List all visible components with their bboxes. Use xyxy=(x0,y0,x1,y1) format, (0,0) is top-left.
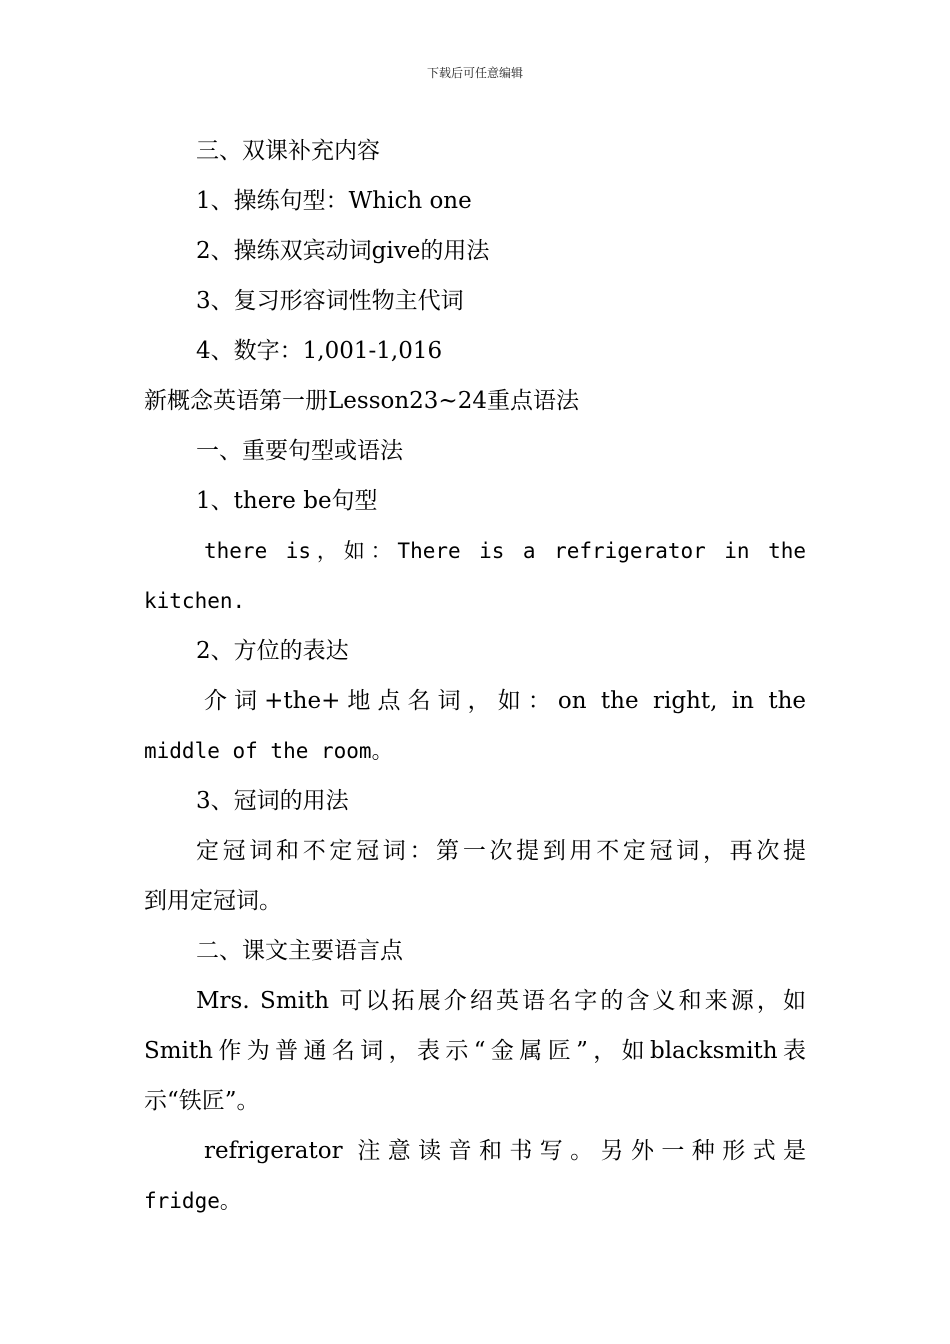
smith-note-line-1: Mrs. Smith 可以拓展介绍英语名字的含义和来源，如 xyxy=(196,988,806,1014)
grammar-item-3: 3、冠词的用法 xyxy=(196,788,349,814)
article-usage-line-2: 到用定冠词。 xyxy=(144,888,282,914)
position-example-line-2: middle of the room。 xyxy=(144,739,393,763)
smith-note-line-3: 示“铁匠”。 xyxy=(144,1088,260,1114)
grammar-item-1: 1、there be句型 xyxy=(196,488,378,514)
list-item-1: 1、操练句型：Which one xyxy=(196,188,472,214)
position-example-line-1: 介词+the+地点名词，如：on the right, in the xyxy=(204,688,806,714)
grammar-example-line-2: kitchen. xyxy=(144,589,246,613)
list-item-2: 2、操练双宾动词give的用法 xyxy=(196,238,490,264)
section-title-double-lesson: 三、双课补充内容 xyxy=(196,138,380,164)
article-usage-line-1: 定冠词和不定冠词：第一次提到用不定冠词，再次提 xyxy=(196,838,806,864)
section-title-language-points: 二、课文主要语言点 xyxy=(196,938,403,964)
section-title-grammar: 一、重要句型或语法 xyxy=(196,438,403,464)
smith-note-line-2: Smith作为普通名词，表示“金属匠”，如blacksmith表 xyxy=(144,1038,806,1064)
grammar-item-2: 2、方位的表达 xyxy=(196,638,349,664)
page-header: 下载后可任意编辑 xyxy=(426,66,523,80)
lesson-heading: 新概念英语第一册Lesson23~24重点语法 xyxy=(144,388,579,414)
refrigerator-note-line-1: refrigerator 注意读音和书写。另外一种形式是 xyxy=(204,1138,806,1164)
grammar-example-line-1: there is，如：There is a refrigerator in the xyxy=(204,539,806,563)
refrigerator-note-line-2: fridge。 xyxy=(144,1189,241,1213)
list-item-3: 3、复习形容词性物主代词 xyxy=(196,288,464,314)
document-body xyxy=(144,126,806,1226)
list-item-4: 4、数字：1,001-1,016 xyxy=(196,338,443,364)
